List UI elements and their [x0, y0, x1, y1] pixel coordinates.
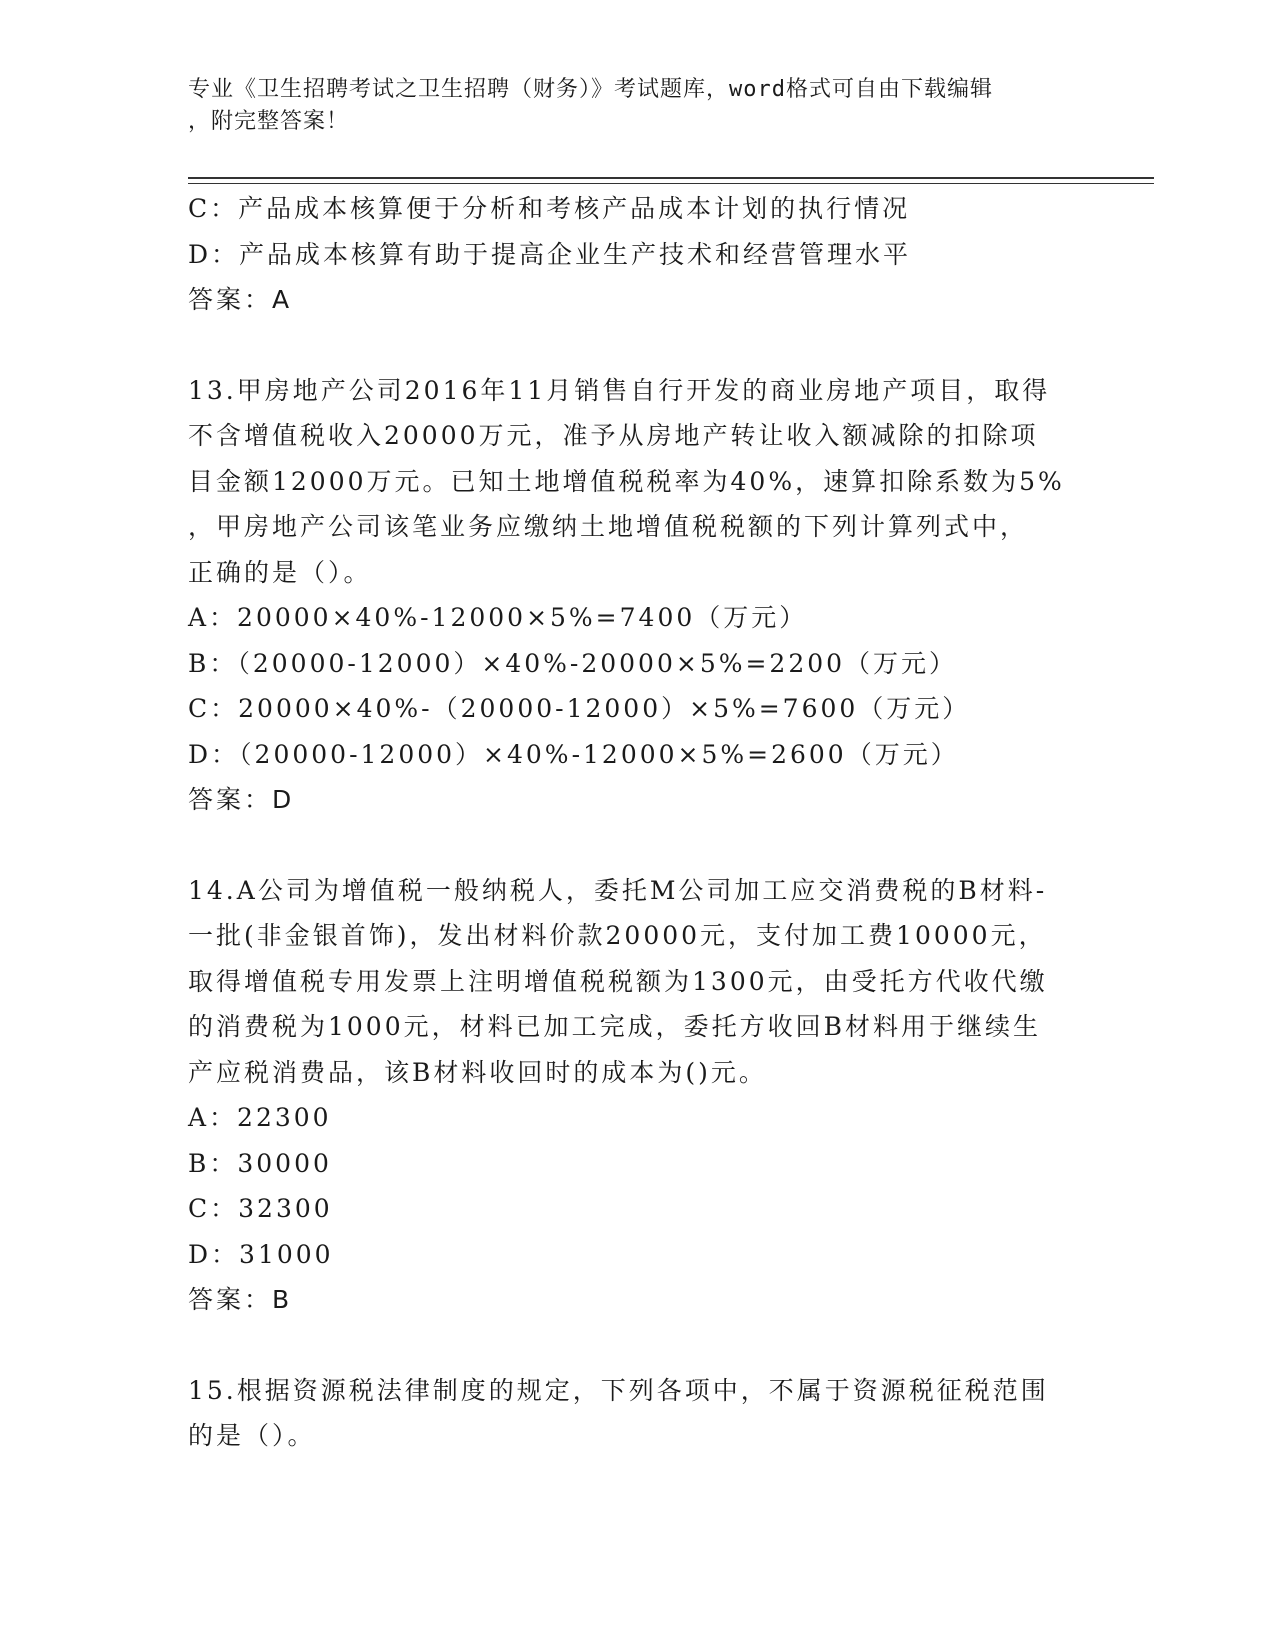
question-stem-line: 13.甲房地产公司2016年11月销售自行开发的商业房地产项目，取得	[188, 375, 1051, 405]
option-a: A：22300	[188, 1103, 332, 1132]
answer-line: 答案：A	[188, 285, 293, 314]
answer-line: 答案：D	[188, 785, 295, 814]
question-stem-line: 正确的是（）。	[188, 557, 372, 587]
question-stem-line: 的是（）。	[188, 1421, 316, 1450]
question-stem-line: 产应税消费品，该B材料收回时的成本为()元。	[188, 1057, 767, 1087]
header-line: 专业《卫生招聘考试之卫生招聘（财务）》考试题库，word格式可自由下载编辑	[188, 77, 993, 102]
question-stem-line: 的消费税为1000元，材料已加工完成，委托方收回B材料用于继续生	[188, 1012, 1041, 1041]
option-c: C：产品成本核算便于分析和考核产品成本计划的执行情况	[188, 194, 911, 223]
header-divider-thin	[188, 183, 1154, 184]
header-divider	[188, 177, 1154, 179]
option-b: B：（20000-12000）×40%-20000×5%=2200（万元）	[188, 648, 958, 678]
question-15	[188, 1368, 1088, 1459]
question-stem-line: 不含增值税收入20000万元，准予从房地产转让收入额减除的扣除项	[188, 421, 1039, 450]
option-b: B：30000	[188, 1148, 332, 1178]
answer-line: 答案：B	[188, 1285, 293, 1314]
question-stem-line: ，甲房地产公司该笔业务应缴纳土地增值税税额的下列计算列式中，	[188, 512, 1029, 541]
question-stem-line: 取得增值税专用发票上注明增值税税额为1300元，由受托方代收代缴	[188, 966, 1048, 996]
option-c: C：32300	[188, 1194, 333, 1223]
question-12	[188, 186, 1088, 323]
header-line: ，附完整答案！	[188, 109, 350, 134]
question-14	[188, 868, 1088, 1323]
question-stem-line: 14.A公司为增值税一般纳税人，委托M公司加工应交消费税的B材料-	[188, 875, 1048, 905]
question-13	[188, 368, 1088, 823]
option-d: D：产品成本核算有助于提高企业生产技术和经营管理水平	[188, 239, 912, 269]
question-stem-line: 一批(非金银首饰)，发出材料价款20000元，支付加工费10000元，	[188, 921, 1047, 950]
option-c: C：20000×40%-（20000-12000）×5%=7600（万元）	[188, 694, 971, 723]
question-list	[188, 186, 1088, 1459]
option-a: A：20000×40%-12000×5%=7400（万元）	[188, 603, 808, 632]
option-d: D：（20000-12000）×40%-12000×5%=2600（万元）	[188, 739, 959, 769]
option-d: D：31000	[188, 1239, 334, 1269]
question-stem-line: 15.根据资源税法律制度的规定，下列各项中，不属于资源税征税范围	[188, 1375, 1049, 1405]
document-header	[188, 74, 1068, 138]
question-stem-line: 目金额12000万元。已知土地增值税税率为40%，速算扣除系数为5%	[188, 466, 1065, 496]
